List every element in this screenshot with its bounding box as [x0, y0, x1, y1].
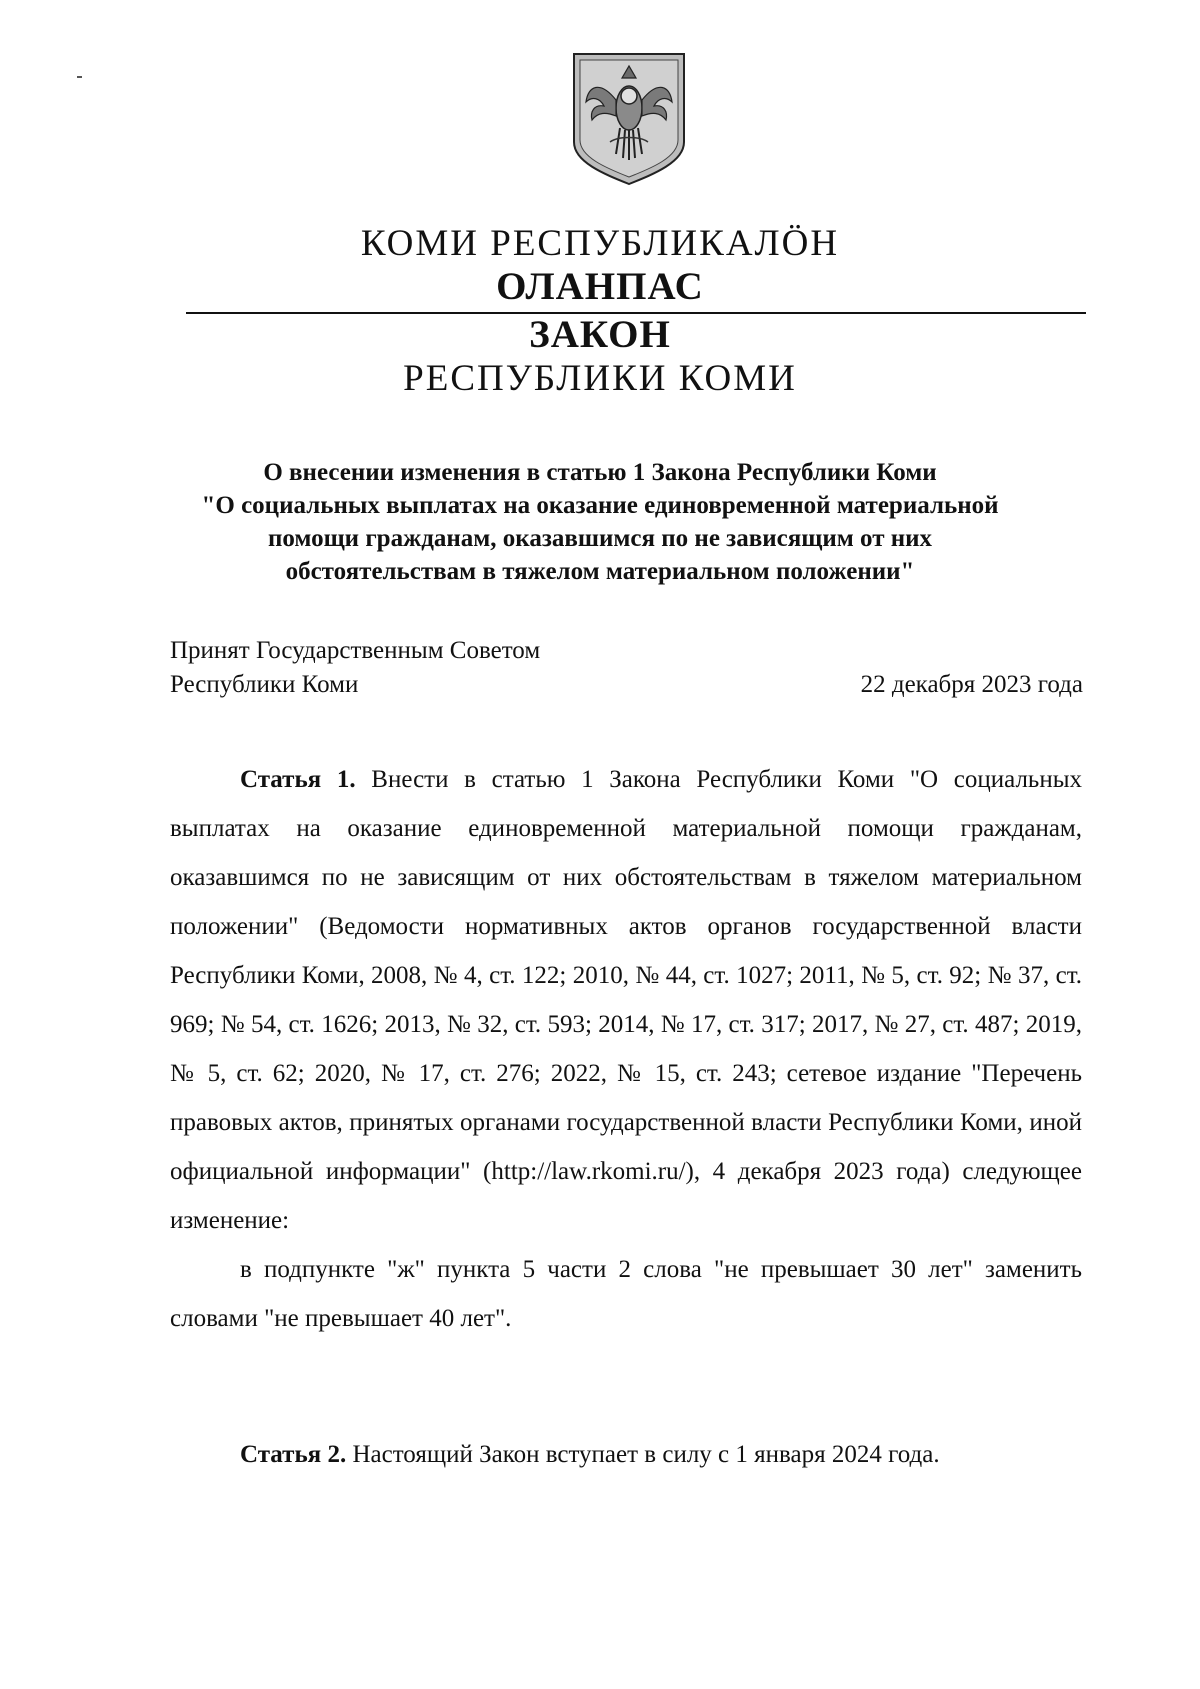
article-1-amendment: в подпункте "ж" пункта 5 части 2 слова "не превышает 30 лет" заменить словами "не превышает 40 лет". — [170, 1256, 1082, 1332]
scan-speck — [77, 76, 82, 78]
adoption-line-1: Принят Государственным Советом — [170, 637, 541, 664]
article-2-heading: Статья 2. — [240, 1441, 347, 1468]
adoption-authority — [170, 634, 540, 702]
adoption-date: 22 декабря 2023 года — [860, 671, 1083, 698]
header-komi-line: КОМИ РЕСПУБЛИКАЛӦН — [360, 223, 840, 264]
law-title-line: помощи гражданам, оказавшимся по не зависящим от них — [267, 525, 933, 552]
article-1-paragraph — [170, 755, 1082, 1245]
law-title-line: "О социальных выплатах на оказание единовременной материальной — [201, 492, 999, 519]
header-respubliki: РЕСПУБЛИКИ КОМИ — [403, 358, 797, 399]
law-title — [0, 456, 1200, 588]
law-title-line: обстоятельствам в тяжелом материальном положении" — [285, 558, 915, 585]
article-1-text: Внести в статью 1 Закона Республики Коми "О социальных выплатах на оказание единовременной материальной помощи гражданам, оказавшимся по не зависящим от них обстоятельствам в тяжелом материальном положении" (Ведомости нормативных актов органов государственной власти Республики Коми, 2008, № 4, ст. 122; 2010, № 44, ст. 1027; 2011, № 5, ст. 92; № 37, ст. 969; № 54, ст. 1626; 2013, № 32, ст. 593; 2014, № 17, ст. 317; 2017, № 27, ст. 487; 2019, № 5, ст. 62; 2020, № 17, ст. 276; 2022, № 15, ст. 243; сетевое издание "Перечень правовых актов, принятых органами государственной власти Республики Коми, иной официальной информации" (http://law.rkomi.ru/), 4 декабря 2023 года) следующее изменение: — [170, 766, 1082, 1234]
article-1-heading: Статья 1. — [240, 766, 356, 793]
article-1 — [170, 755, 1082, 1343]
article-2-paragraph — [170, 1430, 1082, 1479]
adoption-line-2: Республики Коми — [170, 671, 359, 698]
header-zakon: ЗАКОН — [529, 313, 671, 356]
header-olanpas: ОЛАНПАС — [496, 265, 704, 308]
law-title-line: О внесении изменения в статью 1 Закона Республики Коми — [263, 459, 937, 486]
komi-coat-of-arms-icon — [570, 50, 688, 188]
article-2 — [170, 1430, 1082, 1479]
article-2-text: Настоящий Закон вступает в силу с 1 января 2024 года. — [346, 1441, 940, 1468]
